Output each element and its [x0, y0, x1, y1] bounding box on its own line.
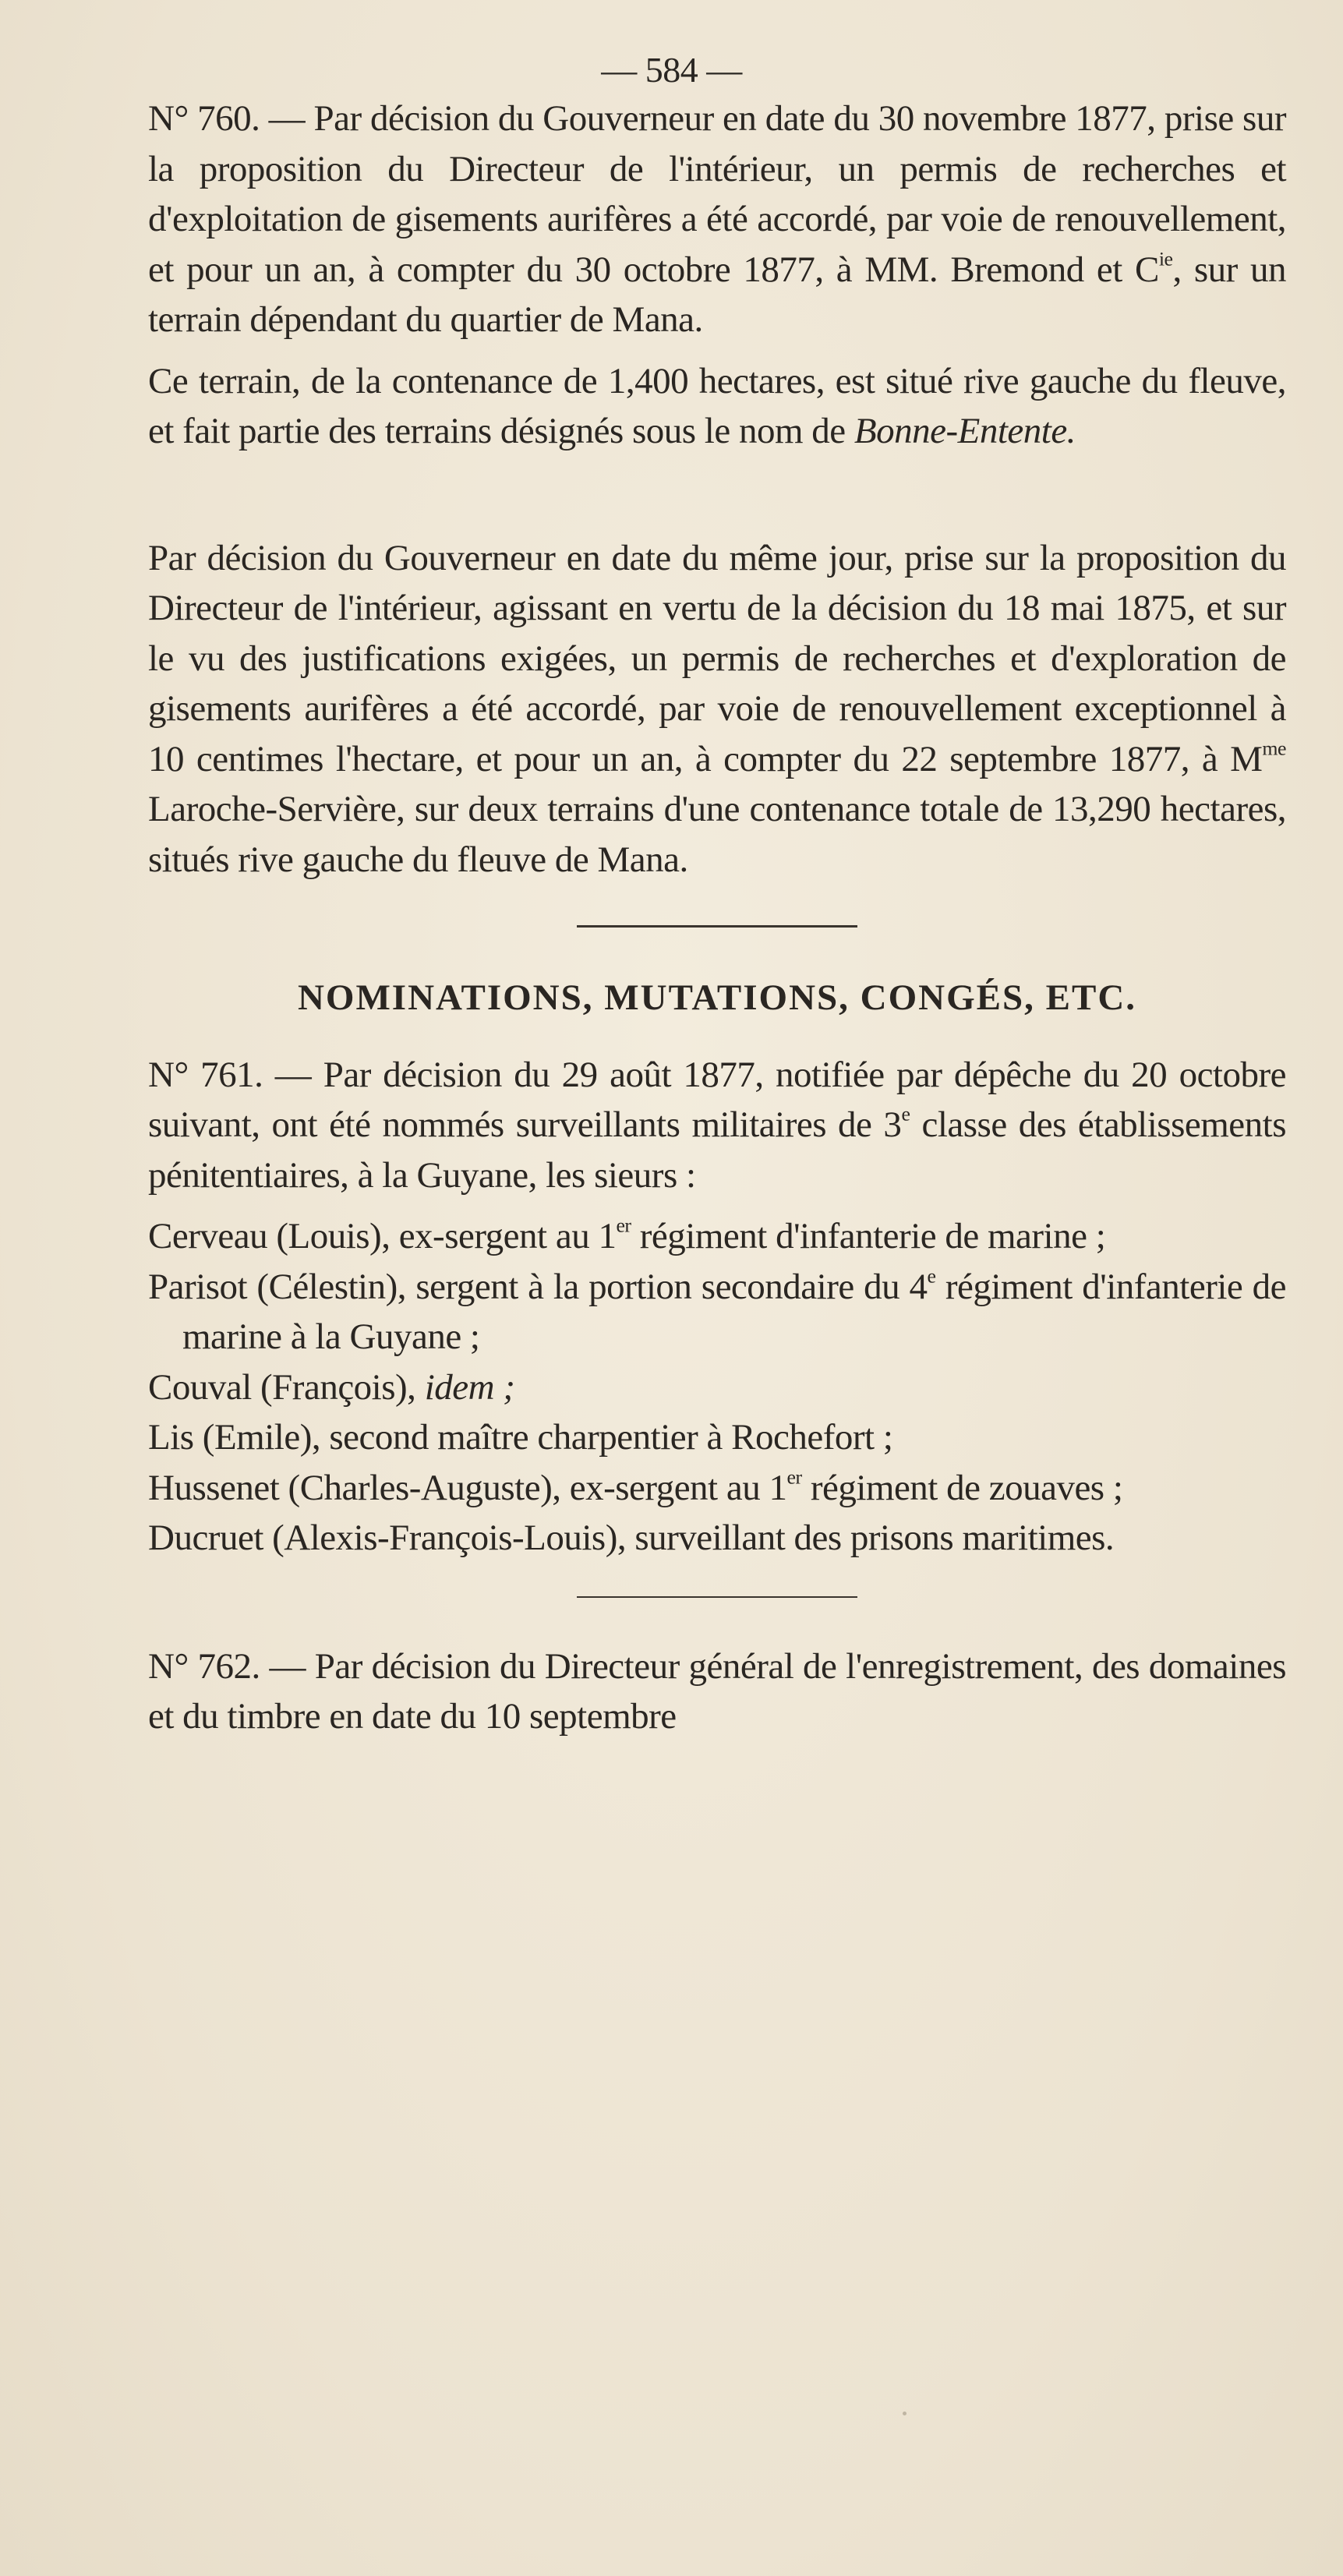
list-item [148, 1412, 1286, 1463]
paragraph-761-text-end: classe des établissements pénitentiaires, à la Guyane, les sieurs : [148, 1104, 1287, 1196]
list-item-1-text-end: régiment d'infanterie de marine ; [631, 1216, 1106, 1256]
paragraph-760-1-text-end: , sur un terrain dépendant du quartier de Mana. [148, 249, 1286, 340]
appointees-list [148, 1211, 1286, 1564]
list-item-5-text: Hussenet (Charles-Auguste), ex-sergent au 1 [148, 1467, 787, 1508]
list-item [148, 1211, 1286, 1262]
list-item-6-text: Ducruet (Alexis-François-Louis), surveillant des prisons maritimes. [148, 1518, 1115, 1558]
list-item-2-text-end: régiment d'infanterie de marine à la Guyane ; [182, 1266, 1286, 1357]
list-item [148, 1362, 1286, 1413]
list-item-5-text-end: régiment de zouaves ; [801, 1467, 1123, 1508]
list-item-2-superscript: e [927, 1263, 936, 1287]
list-item [148, 1463, 1286, 1514]
paragraph-760-2 [148, 356, 1286, 457]
list-item-1-text: Cerveau (Louis), ex-sergent au 1 [148, 1216, 617, 1256]
paper-speck [903, 2412, 907, 2415]
list-item-3-text: Couval (François), [148, 1366, 425, 1408]
paragraph-760-3-text: Par décision du Gouverneur en date du même jour, prise sur la proposition du Directeur de l'intérieur, agissant en vertu de la décision du 18 mai 1875, et sur le vu des justifications exigées, un permis de recherches et d'exploration de gisements aurifères a été accordé, par voie de renouvellement exceptionnel à 10 centimes l'hectare, et pour un an, à compter du 22 septembre 1877, à M [148, 537, 1286, 779]
section-heading: NOMINATIONS, MUTATIONS, CONGÉS, ETC. [297, 977, 1137, 1018]
section-divider [577, 925, 857, 928]
section-divider-short [577, 1596, 857, 1598]
paragraph-761-text: N° 761. — Par décision du 29 août 1877, notifiée par dépêche du 20 octobre suivant, ont été nommés surveillants militaires de 3 [148, 1054, 1286, 1145]
paragraph-760-1 [148, 94, 1286, 345]
list-item [148, 1262, 1286, 1362]
paragraph-761 [148, 1050, 1286, 1201]
paragraph-762 [148, 1641, 1286, 1742]
list-item-4-text: Lis (Emile), second maître charpentier à Rochefort ; [148, 1417, 893, 1458]
list-item-2-text: Parisot (Célestin), sergent à la portion secondaire du 4 [148, 1266, 928, 1307]
list-item-5-superscript: er [786, 1465, 802, 1488]
list-item-3-italic: idem ; [424, 1366, 515, 1408]
paragraph-760-3-text-end: Laroche-Servière, sur deux terrains d'une contenance totale de 13,290 hectares, situés rive gauche du fleuve de Mana. [148, 789, 1286, 880]
paragraph-760-1-text: N° 760. — Par décision du Gouverneur en date du 30 novembre 1877, prise sur la proposition du Directeur de l'intérieur, un permis de recherches et d'exploitation de gisements aurifères a été accordé, par voie de renouvellement, et pour un an, à compter du 30 octobre 1877, à MM. Bremond et C [148, 98, 1286, 290]
text-column [148, 47, 1286, 1753]
paragraph-gap [148, 468, 1286, 533]
paragraph-761-superscript: e [901, 1102, 910, 1125]
list-item [148, 1513, 1286, 1564]
paragraph-760-1-superscript: ie [1158, 246, 1173, 270]
list-item-1-superscript: er [616, 1214, 631, 1237]
paragraph-760-3-superscript: me [1262, 736, 1286, 759]
page-number: — 584 — [601, 50, 742, 90]
paragraph-760-2-text: Ce terrain, de la contenance de 1,400 hectares, est situé rive gauche du fleuve, et fait partie des terrains désignés sous le nom de [148, 360, 1286, 451]
paragraph-760-2-italic: Bonne-Entente. [854, 411, 1076, 451]
paragraph-762-text: N° 762. — Par décision du Directeur général de l'enregistrement, des domaines et du timbre en date du 10 septembre [148, 1645, 1286, 1737]
paragraph-760-3 [148, 533, 1286, 885]
